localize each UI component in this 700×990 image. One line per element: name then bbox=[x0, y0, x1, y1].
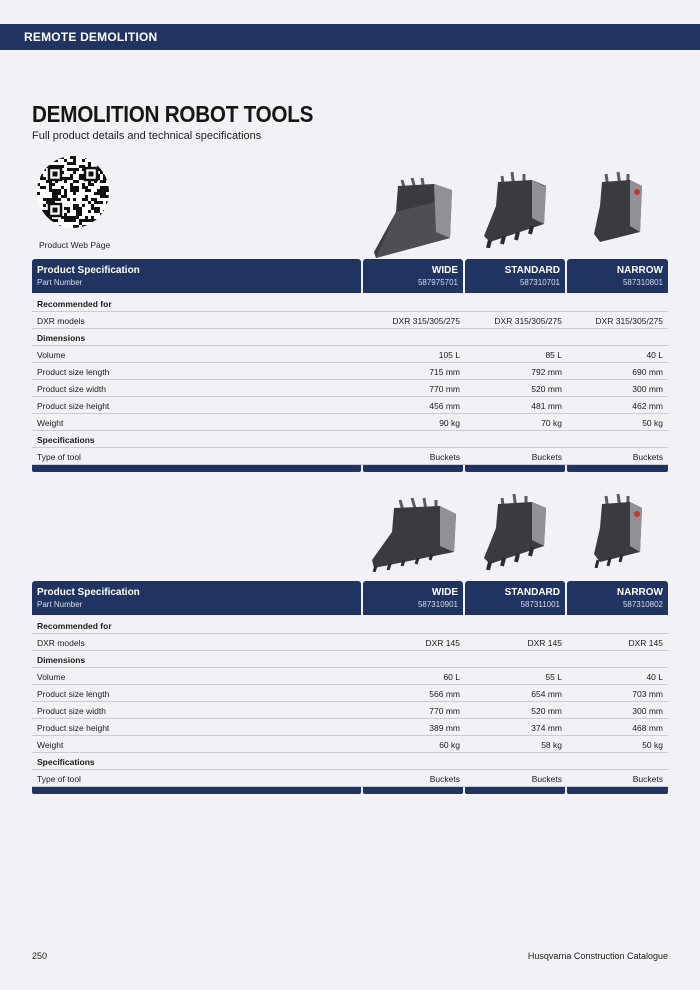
standard-bucket-image-2 bbox=[480, 492, 552, 570]
table-row bbox=[32, 685, 668, 702]
cell-wide: 90 kg bbox=[439, 418, 460, 428]
section-label: Recommended for bbox=[37, 299, 112, 309]
spec-table-header bbox=[32, 259, 668, 293]
cell-standard: DXR 145 bbox=[527, 638, 562, 648]
table-footer-bar bbox=[32, 465, 668, 472]
column-name: WIDE bbox=[431, 587, 458, 598]
footer-bar-segment bbox=[465, 465, 565, 472]
table-row bbox=[32, 702, 668, 719]
spec-table-1 bbox=[32, 259, 668, 472]
header-label-cell bbox=[32, 259, 361, 293]
cell-standard: 70 kg bbox=[541, 418, 562, 428]
wide-bucket-image bbox=[372, 172, 458, 262]
section-row bbox=[32, 431, 668, 448]
footer-bar-segment bbox=[363, 787, 463, 794]
table-row bbox=[32, 634, 668, 651]
footer-bar-segment bbox=[32, 787, 361, 794]
row-label: Type of tool bbox=[37, 774, 81, 784]
standard-bucket-image bbox=[480, 170, 552, 248]
column-header-standard bbox=[465, 581, 565, 615]
section-header-band bbox=[0, 24, 700, 50]
cell-narrow: 50 kg bbox=[642, 418, 663, 428]
page-subtitle: Full product details and technical specifications bbox=[32, 130, 262, 142]
cell-wide: DXR 315/305/275 bbox=[392, 316, 460, 326]
section-label: Specifications bbox=[37, 435, 95, 445]
cell-narrow: DXR 145 bbox=[628, 638, 663, 648]
cell-standard: 481 mm bbox=[531, 401, 562, 411]
row-label: Volume bbox=[37, 672, 66, 682]
footer-bar-segment bbox=[32, 465, 361, 472]
page-number: 250 bbox=[32, 951, 48, 961]
header-label-cell bbox=[32, 581, 361, 615]
cell-standard: Buckets bbox=[531, 452, 562, 462]
part-number: 587310801 bbox=[622, 278, 663, 287]
table-footer-bar bbox=[32, 787, 668, 794]
column-header-wide bbox=[363, 259, 463, 293]
footer-bar-segment bbox=[363, 465, 463, 472]
cell-narrow: 50 kg bbox=[642, 740, 663, 750]
part-number: 587310802 bbox=[622, 600, 663, 609]
cell-wide: 60 kg bbox=[439, 740, 460, 750]
footer-bar-segment bbox=[567, 465, 668, 472]
row-label: Type of tool bbox=[37, 452, 81, 462]
cell-standard: 58 kg bbox=[541, 740, 562, 750]
cell-narrow: 40 L bbox=[646, 350, 663, 360]
spec-rows bbox=[32, 295, 668, 465]
table-row bbox=[32, 719, 668, 736]
part-number: 587311001 bbox=[520, 600, 560, 609]
section-row bbox=[32, 295, 668, 312]
cell-wide: 456 mm bbox=[429, 401, 460, 411]
column-header-wide bbox=[363, 581, 463, 615]
cell-narrow: Buckets bbox=[632, 452, 663, 462]
wide-bucket-image-2 bbox=[370, 494, 460, 572]
column-name: WIDE bbox=[431, 265, 458, 276]
footer-bar-segment bbox=[567, 787, 668, 794]
row-label: Volume bbox=[37, 350, 66, 360]
spec-table-2 bbox=[32, 581, 668, 794]
table-row bbox=[32, 736, 668, 753]
table-row bbox=[32, 346, 668, 363]
cell-narrow: 462 mm bbox=[632, 401, 663, 411]
row-label: Product size length bbox=[37, 367, 110, 377]
catalogue-name: Husqvarna Construction Catalogue bbox=[527, 951, 668, 961]
cell-wide: 105 L bbox=[438, 350, 460, 360]
qr-label: Product Web Page bbox=[39, 240, 111, 250]
table-row bbox=[32, 668, 668, 685]
column-name: STANDARD bbox=[504, 587, 560, 598]
cell-narrow: DXR 315/305/275 bbox=[595, 316, 663, 326]
column-header-narrow bbox=[567, 581, 668, 615]
cell-standard: DXR 315/305/275 bbox=[494, 316, 562, 326]
cell-wide: 770 mm bbox=[429, 706, 460, 716]
row-label: DXR models bbox=[37, 316, 85, 326]
cell-standard: 85 L bbox=[545, 350, 562, 360]
cell-narrow: 300 mm bbox=[632, 384, 663, 394]
table-row bbox=[32, 312, 668, 329]
cell-wide: 770 mm bbox=[429, 384, 460, 394]
cell-narrow: 690 mm bbox=[632, 367, 663, 377]
header-sublabel: Part Number bbox=[37, 278, 83, 287]
cell-wide: DXR 145 bbox=[425, 638, 460, 648]
cell-wide: Buckets bbox=[429, 774, 460, 784]
column-name: NARROW bbox=[616, 265, 663, 276]
cell-standard: Buckets bbox=[531, 774, 562, 784]
table-row bbox=[32, 397, 668, 414]
section-label: Specifications bbox=[37, 757, 95, 767]
row-label: Weight bbox=[37, 418, 64, 428]
cell-standard: 792 mm bbox=[531, 367, 562, 377]
table-row bbox=[32, 414, 668, 431]
table-row bbox=[32, 363, 668, 380]
footer-bar-segment bbox=[465, 787, 565, 794]
cell-narrow: 468 mm bbox=[632, 723, 663, 733]
cell-narrow: 40 L bbox=[646, 672, 663, 682]
row-label: Product size height bbox=[37, 401, 110, 411]
narrow-bucket-image bbox=[590, 170, 646, 246]
cell-wide: Buckets bbox=[429, 452, 460, 462]
cell-standard: 654 mm bbox=[531, 689, 562, 699]
section-label: Recommended for bbox=[37, 621, 112, 631]
row-label: DXR models bbox=[37, 638, 85, 648]
part-number: 587975701 bbox=[417, 278, 458, 287]
cell-narrow: 703 mm bbox=[632, 689, 663, 699]
table-row bbox=[32, 380, 668, 397]
table-row bbox=[32, 448, 668, 465]
section-label: Dimensions bbox=[37, 333, 86, 343]
section-label: REMOTE DEMOLITION bbox=[24, 30, 158, 44]
row-label: Weight bbox=[37, 740, 64, 750]
cell-standard: 374 mm bbox=[531, 723, 562, 733]
cell-wide: 566 mm bbox=[429, 689, 460, 699]
part-number: 587310701 bbox=[519, 278, 560, 287]
row-label: Product size width bbox=[37, 384, 106, 394]
column-header-standard bbox=[465, 259, 565, 293]
cell-narrow: Buckets bbox=[632, 774, 663, 784]
cell-wide: 389 mm bbox=[429, 723, 460, 733]
spec-table-header bbox=[32, 581, 668, 615]
spec-rows bbox=[32, 617, 668, 787]
part-number: 587310901 bbox=[417, 600, 458, 609]
narrow-bucket-image-2 bbox=[590, 492, 646, 568]
section-row bbox=[32, 329, 668, 346]
header-sublabel: Part Number bbox=[37, 600, 83, 609]
column-name: STANDARD bbox=[504, 265, 560, 276]
section-row bbox=[32, 617, 668, 634]
column-header-narrow bbox=[567, 259, 668, 293]
page-title: DEMOLITION ROBOT TOOLS bbox=[32, 101, 314, 127]
cell-narrow: 300 mm bbox=[632, 706, 663, 716]
cell-standard: 520 mm bbox=[531, 384, 562, 394]
section-label: Dimensions bbox=[37, 655, 86, 665]
section-row bbox=[32, 651, 668, 668]
cell-wide: 60 L bbox=[443, 672, 460, 682]
row-label: Product size length bbox=[37, 689, 110, 699]
cell-standard: 520 mm bbox=[531, 706, 562, 716]
cell-standard: 55 L bbox=[545, 672, 562, 682]
column-name: NARROW bbox=[616, 587, 663, 598]
table-row bbox=[32, 770, 668, 787]
row-label: Product size height bbox=[37, 723, 110, 733]
header-label: Product Specification bbox=[37, 587, 140, 598]
qr-code-icon[interactable] bbox=[37, 156, 109, 228]
section-row bbox=[32, 753, 668, 770]
header-label: Product Specification bbox=[37, 265, 140, 276]
row-label: Product size width bbox=[37, 706, 106, 716]
cell-wide: 715 mm bbox=[429, 367, 460, 377]
